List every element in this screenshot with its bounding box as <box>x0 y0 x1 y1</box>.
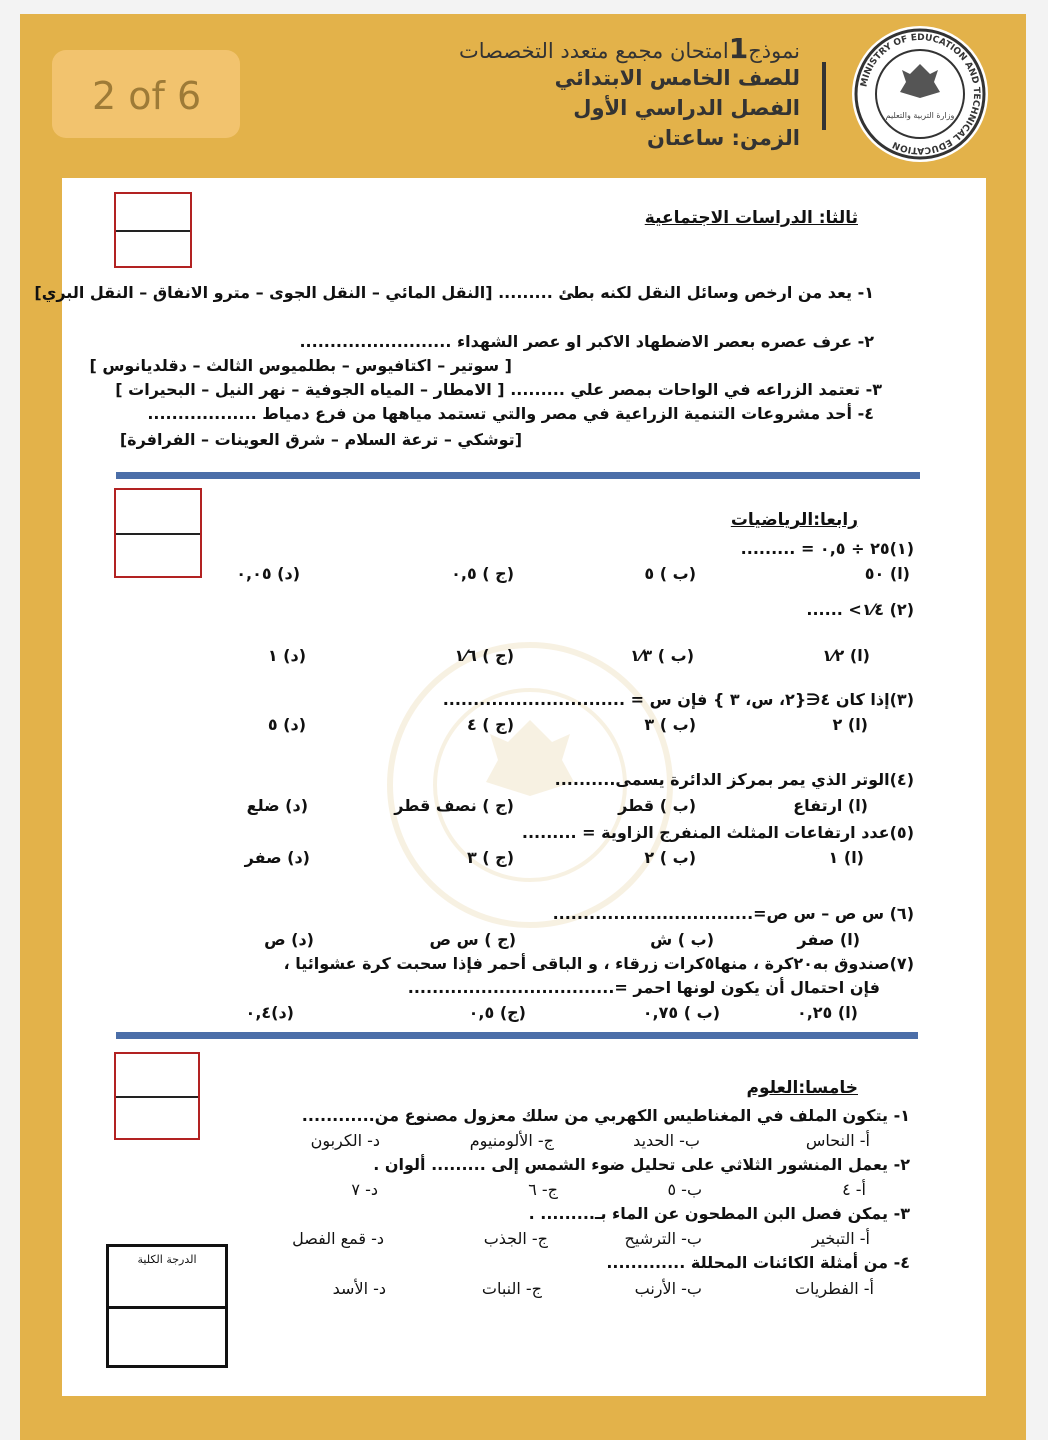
question-text: ٤- من أمثلة الكائنات المحللة ............. <box>606 1253 910 1272</box>
exam-title <box>459 32 800 65</box>
section-heading-science: خامسا:العلوم <box>746 1078 858 1098</box>
option-b: ب- ٥ <box>667 1180 702 1199</box>
option-c: (ج ) س ص <box>429 930 516 949</box>
question-text: (٤)الوتر الذي يمر بمركز الدائرة يسمى.......... <box>554 770 914 789</box>
option-c: (ج ) ١⁄٦ <box>454 646 514 665</box>
question-text: ٢- يعمل المنشور الثلاثي على تحليل ضوء الشمس إلى ......... ألوان . <box>373 1155 910 1174</box>
option-a: أ- التبخير <box>811 1229 870 1248</box>
option-d: (د) ٠,٠٥ <box>236 564 300 583</box>
option-b: (ب ) قطر <box>618 796 696 815</box>
option-b: (ب ) ٥ <box>644 564 696 583</box>
question-text: (٢) ١⁄٤> ...... <box>806 600 914 619</box>
section-divider <box>116 1032 918 1039</box>
title-number: 1 <box>728 32 749 65</box>
option-a: أ- النحاس <box>805 1131 870 1150</box>
option-c: ج- ٦ <box>528 1180 558 1199</box>
option-c: (ج) ٠,٥ <box>468 1003 526 1022</box>
question-text: (٦) س ص – س ص=................................. <box>552 904 914 923</box>
question-text: ١- يعد من ارخص وسائل النقل لكنه بطئ ......... [النقل المائي – النقل الجوى – مترو الانفاق – النقل البري] <box>34 283 874 302</box>
svg-text:وزارة التربية والتعليم: وزارة التربية والتعليم <box>885 111 955 120</box>
option-b: (ب ) ٣ <box>644 715 696 734</box>
option-d: د- الكربون <box>310 1131 380 1150</box>
question-options: [ سوتير – اكتافيوس – بطلميوس الثالث – دقلديانوس ] <box>89 356 512 375</box>
option-b: (ب ) ش <box>650 930 714 949</box>
option-c: (ج ) ٣ <box>466 848 514 867</box>
question-text: (١)٢٥ ÷ ٠,٥ = ......... <box>740 539 914 558</box>
section-heading-social: ثالثا: الدراسات الاجتماعية <box>644 208 858 228</box>
option-b: ب- الحديد <box>633 1131 700 1150</box>
section-heading-math: رابعا:الرياضيات <box>730 510 858 530</box>
grade-label: للصف الخامس الابتدائي <box>554 66 800 90</box>
question-text: (٥)عدد ارتفاعات المثلث المنفرج الزاوية = ......... <box>521 823 914 842</box>
option-b: (ب ) ١⁄٣ <box>629 646 694 665</box>
score-box-social <box>114 192 192 268</box>
option-a: (ا) ١⁄٢ <box>822 646 870 665</box>
total-score-box <box>106 1244 228 1368</box>
term-label: الفصل الدراسي الأول <box>573 96 800 120</box>
total-score-label: الدرجة الكلية <box>137 1253 197 1266</box>
option-d: (د)٠,٤ <box>245 1003 294 1022</box>
option-d: (د) صفر <box>244 848 310 867</box>
option-a: أ- الفطريات <box>794 1279 874 1298</box>
time-label: الزمن: ساعتان <box>646 126 800 150</box>
option-c: ج- الجذب <box>483 1229 548 1248</box>
option-b: ب- الترشيح <box>624 1229 702 1248</box>
question-text: ٤- أحد مشروعات التنمية الزراعية في مصر والتي تستمد مياهها من فرع دمياط .................. <box>147 404 874 423</box>
option-d: د- قمع الفصل <box>292 1229 384 1248</box>
score-box-science <box>114 1052 200 1140</box>
option-b: (ب ) ٢ <box>644 848 696 867</box>
option-d: (د) ١ <box>267 646 306 665</box>
ministry-emblem-icon <box>852 26 988 162</box>
title-prefix: نموذج <box>748 39 800 63</box>
option-c: ج- النبات <box>481 1279 542 1298</box>
option-d: د- الأسد <box>332 1279 386 1298</box>
option-a: (ا) ٠,٢٥ <box>796 1003 858 1022</box>
option-d: (د) ص <box>264 930 314 949</box>
title-rest: امتحان مجمع متعدد التخصصات <box>459 39 729 63</box>
option-d: (د) ٥ <box>267 715 306 734</box>
option-d: (د) ضلع <box>246 796 308 815</box>
question-text: ١- يتكون الملف في المغناطيس الكهربي من سلك معزول مصنوع من............ <box>301 1106 910 1125</box>
question-text: ٣- يمكن فصل البن المطحون عن الماء بـ......... . <box>528 1204 910 1223</box>
question-options: [توشكي – ترعة السلام – شرق العوينات – الفرافرة] <box>119 430 522 449</box>
question-text: فإن احتمال أن يكون لونها احمر =.................................. <box>407 978 880 997</box>
option-a: (ا) ١ <box>828 848 864 867</box>
score-box-math <box>114 488 202 578</box>
header-divider <box>822 62 826 130</box>
question-text: (٧)صندوق به٢٠كرة ، منها٥كرات زرقاء ، و الباقى أحمر فإذا سحبت كرة عشوائيا ، <box>283 954 914 973</box>
option-c: (ج ) ٠,٥ <box>451 564 514 583</box>
option-a: أ- ٤ <box>842 1180 866 1199</box>
option-c: ج- الألومنيوم <box>469 1131 554 1150</box>
option-c: (ج ) نصف قطر <box>394 796 514 815</box>
question-text: ٢- عرف عصره بعصر الاضطهاد الاكبر او عصر الشهداء ......................... <box>299 332 874 351</box>
option-a: (ا) ارتفاع <box>793 796 868 815</box>
page-indicator: 2 of 6 <box>92 74 202 118</box>
option-a: (ا) ٢ <box>832 715 868 734</box>
svg-text:MINISTRY OF EDUCATION AND TECH: MINISTRY OF EDUCATION AND TECHNICAL EDUCATION <box>859 32 982 156</box>
question-text: ٣- تعتمد الزراعه في الواحات بمصر علي ......... [ الامطار – المياه الجوفية – نهر النيل – البحيرات ] <box>115 380 882 399</box>
option-b: (ب ) ٠,٧٥ <box>642 1003 720 1022</box>
option-d: د- ٧ <box>351 1180 378 1199</box>
option-a: (ا) ٥٠ <box>864 564 910 583</box>
option-b: ب- الأرنب <box>634 1279 702 1298</box>
option-c: (ج ) ٤ <box>466 715 514 734</box>
question-text: (٣)إذا كان ٤∈{٢، س، ٣ } فإن س = .............................. <box>442 690 914 709</box>
option-a: (ا) صفر <box>797 930 860 949</box>
section-divider <box>116 472 920 479</box>
